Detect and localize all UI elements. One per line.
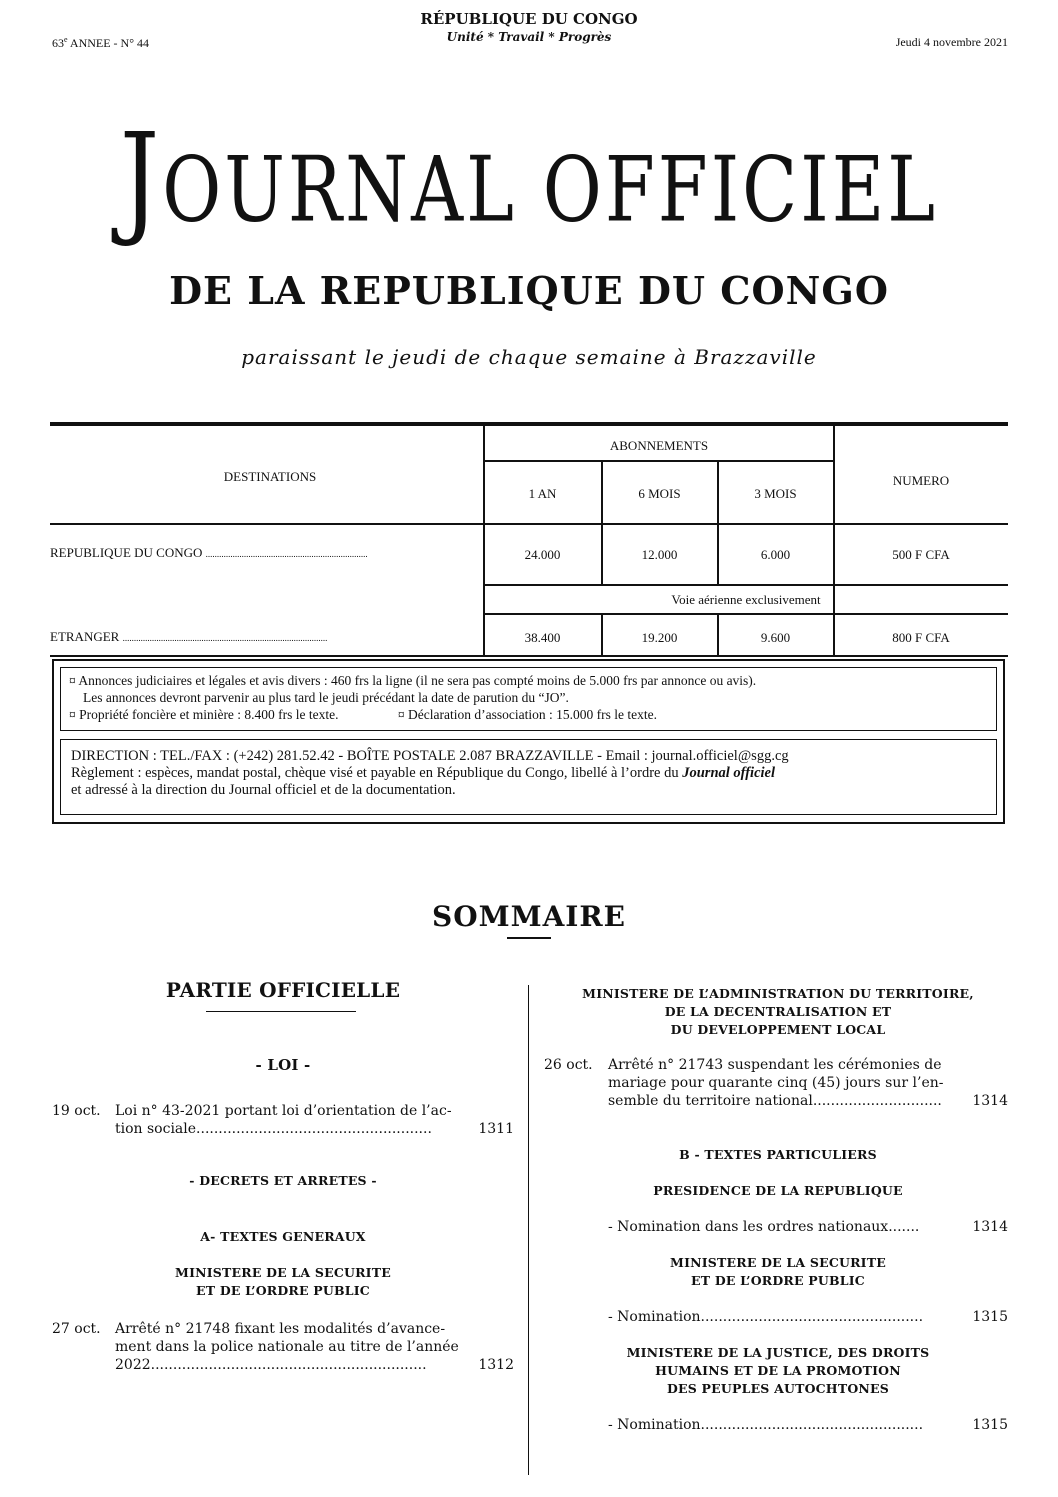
heading-line: HUMAINS ET DE LA PROMOTION — [655, 1363, 901, 1378]
toc-entry-nomination-ordres[interactable] — [544, 1218, 1008, 1238]
publication-tagline: paraissant le jeudi de chaque semaine à Brazzaville — [241, 345, 817, 369]
entry-line: Arrêté n° 21748 fixant les modalités d’avance- — [115, 1321, 446, 1337]
voie-aerienne-note: Voie aérienne exclusivement — [671, 592, 821, 607]
textes-generaux-heading: A- TEXTES GENERAUX — [200, 1229, 366, 1244]
heading-line: DE LA DECENTRALISATION ET — [664, 1004, 892, 1019]
period-3-mois: 3 MOIS — [754, 486, 797, 501]
numero-price: 500 F CFA — [892, 547, 950, 562]
heading-line: DES PEUPLES AUTOCHTONES — [667, 1381, 889, 1396]
reglement-text: Règlement : espèces, mandat postal, chèque visé et payable en République du Congo, libellé à l’ordre du — [71, 765, 683, 781]
entry-page: 1311 — [478, 1121, 514, 1137]
entry-page: 1312 — [478, 1357, 514, 1373]
entry-text: - Nomination.................................................. — [608, 1417, 924, 1433]
direction-contact: DIRECTION : TEL./FAX : (+242) 281.52.42 - BOÎTE POSTALE 2.087 BRAZZAVILLE - Email : journal.officiel@sgg.cg — [71, 748, 789, 764]
entry-page: 1314 — [972, 1093, 1008, 1109]
heading-line: MINISTERE DE LA SECURITE — [670, 1255, 886, 1270]
price-cell: 19.200 — [641, 630, 678, 645]
price-cell: 12.000 — [641, 547, 678, 562]
notices-box — [52, 659, 1005, 824]
table-divider — [50, 655, 1008, 657]
issue-number: 63e ANNEE - N° 44 — [52, 35, 150, 50]
notice-line: Les annonces devront parvenir au plus tard le jeudi précédant la date de parution du “JO”. — [83, 690, 569, 705]
direction-notice — [60, 739, 997, 815]
loi-heading: - LOI - — [255, 1056, 311, 1074]
entry-line: semble du territoire national............................. — [608, 1093, 942, 1109]
entry-page: 1314 — [972, 1219, 1008, 1235]
table-divider — [50, 523, 1008, 525]
price-cell: 6.000 — [760, 547, 791, 562]
textes-particuliers-heading: B - TEXTES PARTICULIERS — [679, 1147, 877, 1162]
masthead-rest: OURNAL OFFICIEL — [162, 136, 939, 242]
column-separator — [528, 985, 529, 1475]
heading-line: DU DEVELOPPEMENT LOCAL — [670, 1022, 886, 1037]
partie-rule — [206, 1011, 356, 1012]
entry-date: 26 oct. — [544, 1057, 593, 1073]
entry-text: - Nomination.................................................. — [608, 1309, 924, 1325]
entry-date: 27 oct. — [52, 1321, 101, 1337]
table-top-rule — [50, 422, 1008, 426]
journal-name: Journal officiel — [682, 765, 776, 781]
national-motto: Unité * Travail * Progrès — [446, 30, 612, 44]
entry-page: 1315 — [972, 1417, 1008, 1433]
ministere-securite-heading — [70, 1264, 496, 1300]
heading-line: MINISTERE DE LA SECURITE — [175, 1265, 391, 1280]
heading-line: ET DE L’ORDRE PUBLIC — [196, 1283, 370, 1298]
toc-entry-loi[interactable] — [52, 1102, 514, 1142]
partie-officielle-heading: PARTIE OFFICIELLE — [165, 978, 401, 1002]
ministere-justice-heading — [548, 1344, 1008, 1398]
toc-entry-arrete-21743[interactable] — [544, 1056, 1008, 1112]
masthead-initial: J — [119, 108, 163, 251]
numero-price: 800 F CFA — [892, 630, 950, 645]
destinations-header: DESTINATIONS — [223, 469, 317, 484]
republic-name: RÉPUBLIQUE DU CONGO — [420, 10, 638, 28]
entry-text — [608, 1056, 948, 1110]
masthead-title — [0, 108, 1058, 251]
leader-dots: ........................................................................................... — [122, 633, 328, 643]
period-6-mois: 6 MOIS — [638, 486, 681, 501]
entry-line: Loi n° 43-2021 portant loi d’orientation de l’ac- — [115, 1103, 452, 1119]
entry-date: 19 oct. — [52, 1103, 101, 1119]
sommaire-rule — [507, 937, 551, 939]
notice-fonciere: ¤ Propriété foncière et minière : 8.400 frs le texte. — [69, 707, 339, 722]
notice-line — [69, 706, 988, 723]
toc-entry-nomination-securite[interactable] — [544, 1308, 1008, 1328]
price-cell: 9.600 — [760, 630, 791, 645]
period-1-an: 1 AN — [528, 486, 557, 501]
ministere-securite-heading-right — [548, 1254, 1008, 1290]
masthead-subtitle: DE LA REPUBLIQUE DU CONGO — [169, 268, 889, 313]
numero-header: NUMERO — [892, 473, 950, 488]
entry-page: 1315 — [972, 1309, 1008, 1325]
table-divider — [484, 584, 1008, 586]
decrets-heading: - DECRETS ET ARRETES - — [189, 1173, 377, 1188]
entry-line: tion sociale..................................................... — [115, 1121, 432, 1137]
ministere-admin-heading — [548, 985, 1008, 1039]
issue-date: Jeudi 4 novembre 2021 — [895, 35, 1008, 49]
tariff-notice — [60, 667, 997, 731]
reglement-line: et adressé à la direction du Journal officiel et de la documentation. — [71, 782, 456, 798]
entry-line: mariage pour quarante cinq (45) jours sur l’en- — [608, 1075, 944, 1091]
toc-entry-arrete-21748[interactable] — [52, 1320, 514, 1376]
entry-text: - Nomination dans les ordres nationaux....... — [608, 1219, 920, 1235]
heading-line: ET DE L’ORDRE PUBLIC — [691, 1273, 865, 1288]
entry-text — [115, 1102, 455, 1138]
heading-line: MINISTERE DE L’ADMINISTRATION DU TERRITOIRE, — [582, 986, 974, 1001]
notice-line: ¤ Annonces judiciaires et légales et avis divers : 460 frs la ligne (il ne sera pas compté moins de 5.000 frs par annonce ou avis). — [69, 673, 757, 688]
abonnements-header: ABONNEMENTS — [609, 438, 709, 453]
table-divider — [484, 460, 834, 462]
entry-line: 2022.............................................................. — [115, 1357, 427, 1373]
destination-etranger — [50, 629, 455, 645]
table-divider — [484, 613, 1008, 615]
price-cell: 38.400 — [524, 630, 561, 645]
destination-name: REPUBLIQUE DU CONGO — [50, 545, 203, 560]
toc-entry-nomination-justice[interactable] — [544, 1416, 1008, 1436]
leader-dots: ........................................................................ — [205, 549, 368, 559]
destination-congo — [50, 545, 455, 561]
price-cell: 24.000 — [524, 547, 561, 562]
entry-text — [115, 1320, 459, 1374]
notice-association: ¤ Déclaration d’association : 15.000 frs le texte. — [397, 707, 657, 722]
presidence-heading: PRESIDENCE DE LA REPUBLIQUE — [653, 1183, 903, 1198]
heading-line: MINISTERE DE LA JUSTICE, DES DROITS — [626, 1345, 930, 1360]
reglement-line — [71, 765, 986, 782]
sommaire-title: SOMMAIRE — [431, 900, 627, 933]
destination-name: ETRANGER — [50, 629, 120, 644]
subscription-table — [50, 422, 1008, 657]
entry-line: ment dans la police nationale au titre de l’année — [115, 1339, 459, 1355]
entry-line: Arrêté n° 21743 suspendant les cérémonies de — [608, 1057, 942, 1073]
